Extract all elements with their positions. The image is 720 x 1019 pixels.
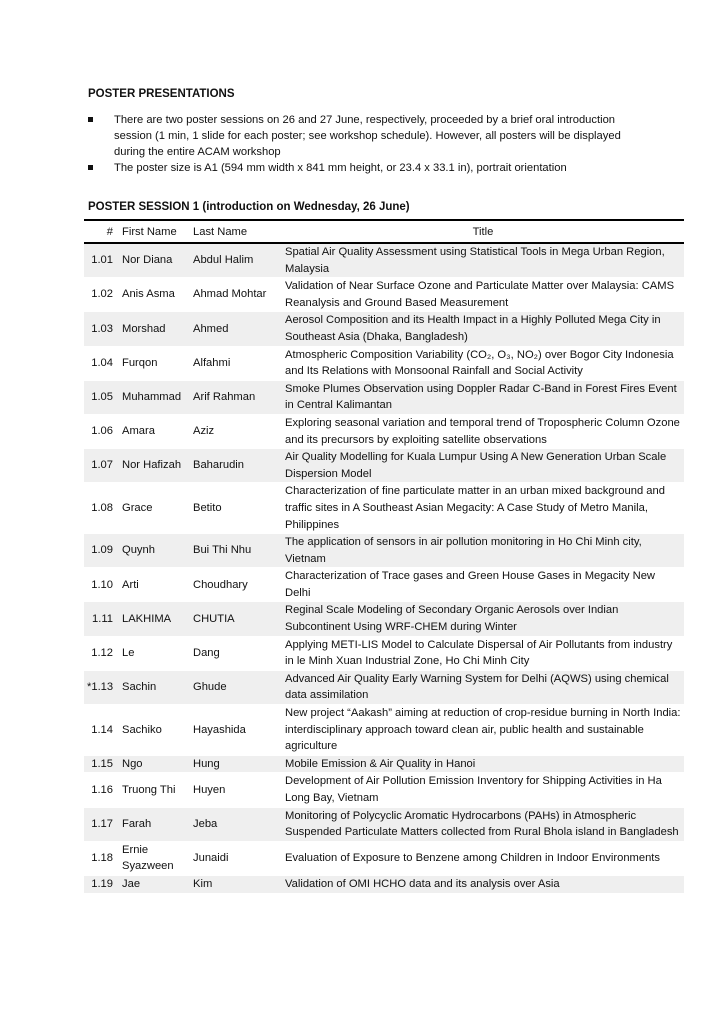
cell-last-name: Choudhary <box>193 578 248 591</box>
cell-title: Spatial Air Quality Assessment using Statistical Tools in Mega Urban Region, Malaysia <box>285 246 665 275</box>
cell-last-name: Junaidi <box>193 852 229 865</box>
cell-last-name: Ahmed <box>193 322 229 335</box>
cell-first-name: Le <box>122 646 135 659</box>
column-header-first-name: First Name <box>119 220 190 243</box>
cell-title: Air Quality Modelling for Kuala Lumpur Using A New Generation Urban Scale Dispersion Model <box>285 451 667 480</box>
cell-title: Validation of Near Surface Ozone and Particulate Matter over Malaysia: CAMS Reanalysis and Ground Based Measurement <box>285 280 675 309</box>
cell-first-name: Anis Asma <box>122 288 175 301</box>
cell-last-name: Ahmad Mohtar <box>193 288 267 301</box>
cell-first-name: LAKHIMA <box>122 612 172 625</box>
cell-last-name: Dang <box>193 646 220 659</box>
cell-first-name: Amara <box>122 425 155 438</box>
square-bullet-icon <box>88 165 93 170</box>
cell-first-name: Grace <box>122 501 153 514</box>
table-row <box>84 875 684 893</box>
table-body <box>84 243 684 893</box>
cell-number: *1.13 <box>87 681 114 694</box>
cell-title: Atmospheric Composition Variability (CO₂, O₃, NO₂) over Bogor City Indonesia and Its Relations with Monsoonal Rainfall and Social Activity <box>285 348 674 378</box>
table-row <box>84 243 684 278</box>
cell-last-name: Abdul Halim <box>193 254 254 267</box>
section-heading: POSTER PRESENTATIONS <box>88 88 235 100</box>
info-bullet-list <box>88 112 628 176</box>
cell-first-name: Nor Hafizah <box>122 459 182 472</box>
cell-title: New project “Aakash” aiming at reduction of crop-residue burning in North India: interdisciplinary approach toward clean air, public health and sustainable agriculture <box>285 707 681 753</box>
column-header-number: # <box>84 220 119 243</box>
cell-number: 1.03 <box>91 322 113 335</box>
cell-number: 1.19 <box>91 877 113 890</box>
cell-first-name: Arti <box>122 578 139 591</box>
cell-title: Aerosol Composition and its Health Impact in a Highly Polluted Mega City in Southeast Asia (Dhaka, Bangladesh) <box>285 314 661 343</box>
table-header-row <box>84 220 684 243</box>
cell-first-name: Sachiko <box>122 723 162 736</box>
table-row <box>84 312 684 346</box>
cell-last-name: Kim <box>193 877 213 890</box>
table-row <box>84 414 684 448</box>
cell-last-name: Alfahmi <box>193 356 231 369</box>
cell-title: Reginal Scale Modeling of Secondary Organic Aerosols over Indian Subcontinent Using WRF-CHEM during Winter <box>285 604 619 634</box>
cell-first-name: Nor Diana <box>122 254 173 267</box>
cell-title: Exploring seasonal variation and temporal trend of Tropospheric Column Ozone and its precursors by exploiting satellite observations <box>285 416 680 446</box>
cell-number: 1.05 <box>91 391 113 404</box>
cell-title: Characterization of Trace gases and Green House Gases in Megacity New Delhi <box>285 570 655 599</box>
cell-last-name: Hung <box>193 757 220 770</box>
cell-number: 1.10 <box>91 578 113 591</box>
cell-number: 1.14 <box>91 723 113 736</box>
cell-first-name: Furqon <box>122 356 158 369</box>
cell-first-name: Farah <box>122 817 152 830</box>
cell-number: 1.06 <box>91 425 113 438</box>
cell-number: 1.17 <box>91 817 113 830</box>
cell-title: Applying METI-LIS Model to Calculate Dispersal of Air Pollutants from industry in le Minh Xuan Industrial Zone, Ho Chi Minh City <box>285 638 673 668</box>
cell-number: 1.08 <box>91 501 113 514</box>
cell-title: Development of Air Pollution Emission Inventory for Shipping Activities in Ha Long Bay, Vietnam <box>285 775 662 804</box>
session-title: POSTER SESSION 1 (introduction on Wednesday, 26 June) <box>88 201 410 213</box>
table-row <box>84 346 684 380</box>
bullet-text: The poster size is A1 (594 mm width x 841 mm height, or 23.4 x 33.1 in), portrait orientation <box>114 162 567 174</box>
cell-last-name: CHUTIA <box>193 612 235 625</box>
table-row <box>84 636 684 670</box>
table-row <box>84 278 684 312</box>
cell-number: 1.18 <box>91 852 113 865</box>
cell-title: Characterization of fine particulate matter in an urban mixed background and traffic sites in A Southeast Asian Megacity: A Case Study of Metro Manila, Philippines <box>285 485 665 531</box>
cell-number: 1.07 <box>91 459 113 472</box>
table-row <box>84 380 684 414</box>
cell-last-name: Aziz <box>193 425 215 438</box>
cell-title: Smoke Plumes Observation using Doppler Radar C-Band in Forest Fires Event in Central Kalimantan <box>285 382 677 412</box>
table-row <box>84 841 684 875</box>
cell-first-name: Ernie Syazween <box>122 843 174 873</box>
info-bullet <box>88 112 628 160</box>
cell-first-name: Quynh <box>122 544 155 557</box>
cell-first-name: Muhammad <box>122 391 182 404</box>
info-bullet <box>88 160 628 176</box>
square-bullet-icon <box>88 117 93 122</box>
table-row <box>84 705 684 756</box>
table-row <box>84 773 684 807</box>
cell-number: 1.16 <box>91 783 113 796</box>
cell-number: 1.01 <box>91 254 113 267</box>
cell-title: Advanced Air Quality Early Warning System for Delhi (AQWS) using chemical data assimilation <box>285 672 669 702</box>
cell-last-name: Betito <box>193 501 222 514</box>
table-row <box>84 568 684 602</box>
cell-first-name: Jae <box>122 877 141 890</box>
cell-title: Validation of OMI HCHO data and its analysis over Asia <box>285 877 560 890</box>
cell-last-name: Arif Rahman <box>193 391 256 404</box>
cell-last-name: Bui Thi Nhu <box>193 544 252 557</box>
cell-title: Mobile Emission & Air Quality in Hanoi <box>285 757 476 770</box>
table-row <box>84 670 684 704</box>
cell-first-name: Morshad <box>122 322 166 335</box>
cell-last-name: Baharudin <box>193 459 245 472</box>
cell-last-name: Ghude <box>193 681 227 694</box>
cell-last-name: Huyen <box>193 783 226 796</box>
table-row <box>84 755 684 773</box>
cell-first-name: Sachin <box>122 681 157 694</box>
table-row <box>84 534 684 568</box>
cell-title: The application of sensors in air pollution monitoring in Ho Chi Minh city, Vietnam <box>285 536 642 565</box>
cell-first-name: Ngo <box>122 757 143 770</box>
bullet-text: There are two poster sessions on 26 and 27 June, respectively, proceeded by a brief oral introduction session (1 min, 1 slide for each poster; see workshop schedule). However, all posters will be displayed during the entire ACAM workshop <box>114 114 621 158</box>
cell-number: 1.15 <box>91 757 113 770</box>
cell-number: 1.11 <box>92 612 113 625</box>
cell-title: Evaluation of Exposure to Benzene among Children in Indoor Environments <box>285 852 661 865</box>
cell-last-name: Jeba <box>193 817 218 830</box>
cell-number: 1.09 <box>91 544 113 557</box>
table-row <box>84 807 684 841</box>
cell-number: 1.12 <box>91 646 113 659</box>
column-header-last-name: Last Name <box>190 220 282 243</box>
cell-first-name: Truong Thi <box>122 783 176 796</box>
cell-number: 1.02 <box>91 288 113 301</box>
cell-last-name: Hayashida <box>193 723 246 736</box>
column-header-title: Title <box>282 220 684 243</box>
table-row <box>84 449 684 483</box>
table-row <box>84 483 684 534</box>
poster-session-table <box>84 219 684 894</box>
table-row <box>84 602 684 636</box>
cell-number: 1.04 <box>91 356 113 369</box>
cell-title: Monitoring of Polycyclic Aromatic Hydrocarbons (PAHs) in Atmospheric Suspended Particulate Matters collected from Rural Bhola island in Bangladesh <box>285 809 679 839</box>
